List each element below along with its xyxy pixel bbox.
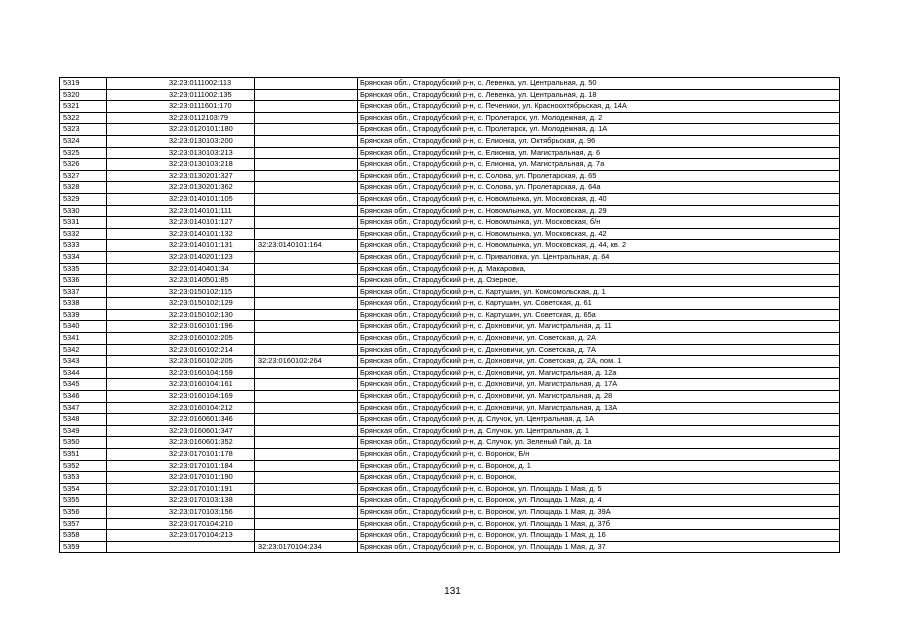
address-cell: Брянская обл., Стародубский р-н, с. Дохновичи, ул. Магистральная, д. 28 (358, 391, 840, 403)
cadastral-number-cell: 32:23:0170101:191 (107, 483, 255, 495)
linked-cadastral-number-cell (255, 367, 358, 379)
table-row (60, 460, 840, 472)
linked-cadastral-number-cell: 32:23:0140101:164 (255, 240, 358, 252)
linked-cadastral-number-cell (255, 275, 358, 287)
cadastral-number-cell: 32:23:0160601:346 (107, 414, 255, 426)
cadastral-number-cell: 32:23:0160101:196 (107, 321, 255, 333)
linked-cadastral-number-cell (255, 309, 358, 321)
address-cell: Брянская обл., Стародубский р-н, с. Дохновичи, ул. Магистральная, д. 12а (358, 367, 840, 379)
table-row (60, 530, 840, 542)
cadastral-number-cell: 32:23:0160102:214 (107, 344, 255, 356)
linked-cadastral-number-cell (255, 437, 358, 449)
address-cell: Брянская обл., Стародубский р-н, с. Елионка, ул. Октябрьская, д. 96 (358, 135, 840, 147)
cadastral-number-cell: 32:23:0130103:200 (107, 135, 255, 147)
linked-cadastral-number-cell (255, 472, 358, 484)
cadastral-number-cell: 32:23:0112103:79 (107, 112, 255, 124)
table-row (60, 344, 840, 356)
linked-cadastral-number-cell (255, 170, 358, 182)
table-row (60, 182, 840, 194)
address-cell: Брянская обл., Стародубский р-н, с. Новомлынка, ул. Московская, д. 29 (358, 205, 840, 217)
linked-cadastral-number-cell (255, 251, 358, 263)
linked-cadastral-number-cell (255, 298, 358, 310)
table-row (60, 356, 840, 368)
address-cell: Брянская обл., Стародубский р-н, с. Воронок, Б/н (358, 449, 840, 461)
table-row (60, 541, 840, 553)
row-number-cell: 5334 (60, 251, 107, 263)
linked-cadastral-number-cell (255, 101, 358, 113)
linked-cadastral-number-cell (255, 159, 358, 171)
address-cell: Брянская обл., Стародубский р-н, д. Случок, ул. Центральная, д. 1А (358, 414, 840, 426)
row-number-cell: 5322 (60, 112, 107, 124)
row-number-cell: 5332 (60, 228, 107, 240)
row-number-cell: 5345 (60, 379, 107, 391)
address-cell: Брянская обл., Стародубский р-н, с. Новомлынка, ул. Московская, д. 44, кв. 2 (358, 240, 840, 252)
row-number-cell: 5325 (60, 147, 107, 159)
address-cell: Брянская обл., Стародубский р-н, д. Случок, ул. Центральная, д. 1 (358, 425, 840, 437)
linked-cadastral-number-cell (255, 124, 358, 136)
row-number-cell: 5352 (60, 460, 107, 472)
address-cell: Брянская обл., Стародубский р-н, с. Печеники, ул. Красноохтябрьская, д. 14А (358, 101, 840, 113)
linked-cadastral-number-cell (255, 147, 358, 159)
address-cell: Брянская обл., Стародубский р-н, д. Макаровка, (358, 263, 840, 275)
table-row (60, 147, 840, 159)
linked-cadastral-number-cell (255, 182, 358, 194)
row-number-cell: 5343 (60, 356, 107, 368)
row-number-cell: 5326 (60, 159, 107, 171)
address-cell: Брянская обл., Стародубский р-н, с. Картушин, ул. Комсомольская, д. 1 (358, 286, 840, 298)
cadastral-number-cell: 32:23:0170103:138 (107, 495, 255, 507)
linked-cadastral-number-cell (255, 263, 358, 275)
row-number-cell: 5328 (60, 182, 107, 194)
address-cell: Брянская обл., Стародубский р-н, с. Левенка, ул. Центральная, д. 50 (358, 78, 840, 90)
address-cell: Брянская обл., Стародубский р-н, с. Елионка, ул. Магистральная, д. 6 (358, 147, 840, 159)
cadastral-number-cell: 32:23:0120101:180 (107, 124, 255, 136)
row-number-cell: 5327 (60, 170, 107, 182)
linked-cadastral-number-cell (255, 460, 358, 472)
linked-cadastral-number-cell (255, 495, 358, 507)
linked-cadastral-number-cell (255, 379, 358, 391)
row-number-cell: 5348 (60, 414, 107, 426)
cadastral-number-cell: 32:23:0140101:132 (107, 228, 255, 240)
linked-cadastral-number-cell (255, 193, 358, 205)
linked-cadastral-number-cell (255, 530, 358, 542)
address-cell: Брянская обл., Стародубский р-н, с. Пролетарск, ул. Молодежная, д. 2 (358, 112, 840, 124)
table-row (60, 217, 840, 229)
address-cell: Брянская обл., Стародубский р-н, с. Дохновичи, ул. Советская, д. 2А, пом. 1 (358, 356, 840, 368)
address-cell: Брянская обл., Стародубский р-н, с. Левенка, ул. Центральная, д. 18 (358, 89, 840, 101)
linked-cadastral-number-cell: 32:23:0170104:234 (255, 541, 358, 553)
table-row (60, 101, 840, 113)
row-number-cell: 5351 (60, 449, 107, 461)
row-number-cell: 5357 (60, 518, 107, 530)
row-number-cell: 5341 (60, 333, 107, 345)
table-row (60, 309, 840, 321)
linked-cadastral-number-cell (255, 321, 358, 333)
cadastral-number-cell: 32:23:0170101:190 (107, 472, 255, 484)
table-row (60, 135, 840, 147)
address-cell: Брянская обл., Стародубский р-н, с. Дохновичи, ул. Магистральная, д. 11 (358, 321, 840, 333)
table-row (60, 286, 840, 298)
address-cell: Брянская обл., Стародубский р-н, с. Дохновичи, ул. Магистральная, д. 13А (358, 402, 840, 414)
table-row (60, 112, 840, 124)
cadastral-number-cell: 32:23:0170101:184 (107, 460, 255, 472)
row-number-cell: 5338 (60, 298, 107, 310)
cadastral-number-cell: 32:23:0170104:210 (107, 518, 255, 530)
linked-cadastral-number-cell (255, 425, 358, 437)
cadastral-number-cell: 32:23:0111002:113 (107, 78, 255, 90)
registry-table (59, 77, 840, 553)
address-cell: Брянская обл., Стародубский р-н, с. Воронок, д. 1 (358, 460, 840, 472)
row-number-cell: 5350 (60, 437, 107, 449)
row-number-cell: 5323 (60, 124, 107, 136)
linked-cadastral-number-cell (255, 286, 358, 298)
cadastral-number-cell: 32:23:0150102:130 (107, 309, 255, 321)
linked-cadastral-number-cell (255, 449, 358, 461)
linked-cadastral-number-cell (255, 112, 358, 124)
cadastral-number-cell: 32:23:0111601:170 (107, 101, 255, 113)
table-row (60, 495, 840, 507)
cadastral-number-cell: 32:23:0160601:352 (107, 437, 255, 449)
address-cell: Брянская обл., Стародубский р-н, с. Солова, ул. Пролетарская, д. 64а (358, 182, 840, 194)
cadastral-number-cell: 32:23:0130103:213 (107, 147, 255, 159)
address-cell: Брянская обл., Стародубский р-н, с. Картушин, ул. Советская, д. 65а (358, 309, 840, 321)
table-row (60, 205, 840, 217)
table-row (60, 437, 840, 449)
linked-cadastral-number-cell (255, 228, 358, 240)
table-row (60, 414, 840, 426)
row-number-cell: 5320 (60, 89, 107, 101)
linked-cadastral-number-cell (255, 483, 358, 495)
row-number-cell: 5321 (60, 101, 107, 113)
table-row (60, 472, 840, 484)
row-number-cell: 5331 (60, 217, 107, 229)
page-number: 131 (444, 586, 461, 597)
address-cell: Брянская обл., Стародубский р-н, с. Воронок, ул. Площадь 1 Мая, д. 39А (358, 506, 840, 518)
cadastral-number-cell: 32:23:0160104:161 (107, 379, 255, 391)
linked-cadastral-number-cell (255, 78, 358, 90)
table-row (60, 483, 840, 495)
row-number-cell: 5335 (60, 263, 107, 275)
linked-cadastral-number-cell (255, 506, 358, 518)
cadastral-number-cell: 32:23:0140101:105 (107, 193, 255, 205)
table-row (60, 170, 840, 182)
cadastral-number-cell: 32:23:0160104:212 (107, 402, 255, 414)
row-number-cell: 5330 (60, 205, 107, 217)
row-number-cell: 5353 (60, 472, 107, 484)
row-number-cell: 5349 (60, 425, 107, 437)
row-number-cell: 5346 (60, 391, 107, 403)
row-number-cell: 5356 (60, 506, 107, 518)
address-cell: Брянская обл., Стародубский р-н, с. Воронок, ул. Площадь 1 Мая, д. 5 (358, 483, 840, 495)
cadastral-number-cell: 32:23:0160102:205 (107, 333, 255, 345)
cadastral-number-cell: 32:23:0160104:169 (107, 391, 255, 403)
table-row (60, 78, 840, 90)
cadastral-number-cell: 32:23:0170101:178 (107, 449, 255, 461)
linked-cadastral-number-cell (255, 217, 358, 229)
address-cell: Брянская обл., Стародубский р-н, с. Воронок, (358, 472, 840, 484)
linked-cadastral-number-cell (255, 391, 358, 403)
table-row (60, 263, 840, 275)
row-number-cell: 5355 (60, 495, 107, 507)
table-row (60, 379, 840, 391)
cadastral-number-cell: 32:23:0130201:327 (107, 170, 255, 182)
cadastral-number-cell: 32:23:0140501:85 (107, 275, 255, 287)
address-cell: Брянская обл., Стародубский р-н, с. Новомлынка, ул. Московская, д. 40 (358, 193, 840, 205)
linked-cadastral-number-cell (255, 344, 358, 356)
table-row (60, 391, 840, 403)
table-row (60, 193, 840, 205)
address-cell: Брянская обл., Стародубский р-н, с. Елионка, ул. Магистральная, д. 7а (358, 159, 840, 171)
cadastral-number-cell: 32:23:0160104:159 (107, 367, 255, 379)
address-cell: Брянская обл., Стародубский р-н, с. Дохновичи, ул. Советская, д. 7А (358, 344, 840, 356)
address-cell: Брянская обл., Стародубский р-н, с. Новомлынка, ул. Московская, д. 42 (358, 228, 840, 240)
registry-table-body (60, 78, 840, 553)
table-row (60, 275, 840, 287)
cadastral-number-cell: 32:23:0150102:115 (107, 286, 255, 298)
linked-cadastral-number-cell (255, 333, 358, 345)
linked-cadastral-number-cell (255, 518, 358, 530)
table-row (60, 89, 840, 101)
row-number-cell: 5354 (60, 483, 107, 495)
address-cell: Брянская обл., Стародубский р-н, д. Озерное, (358, 275, 840, 287)
cadastral-number-cell: 32:23:0130103:218 (107, 159, 255, 171)
address-cell: Брянская обл., Стародубский р-н, с. Приваловка, ул. Центральная, д. 64 (358, 251, 840, 263)
cadastral-number-cell (107, 541, 255, 553)
linked-cadastral-number-cell (255, 402, 358, 414)
linked-cadastral-number-cell (255, 135, 358, 147)
address-cell: Брянская обл., Стародубский р-н, с. Новомлынка, ул. Московская, б/н (358, 217, 840, 229)
linked-cadastral-number-cell: 32:23:0160102:264 (255, 356, 358, 368)
address-cell: Брянская обл., Стародубский р-н, с. Воронок, ул. Площадь 1 Мая, д. 4 (358, 495, 840, 507)
table-row (60, 518, 840, 530)
address-cell: Брянская обл., Стародубский р-н, с. Дохновичи, ул. Магистральная, д. 17А (358, 379, 840, 391)
table-row (60, 333, 840, 345)
cadastral-number-cell: 32:23:0111002:135 (107, 89, 255, 101)
cadastral-number-cell: 32:23:0160102:205 (107, 356, 255, 368)
cadastral-number-cell: 32:23:0170103:156 (107, 506, 255, 518)
row-number-cell: 5329 (60, 193, 107, 205)
row-number-cell: 5336 (60, 275, 107, 287)
table-row (60, 124, 840, 136)
cadastral-number-cell: 32:23:0150102:129 (107, 298, 255, 310)
table-row (60, 240, 840, 252)
cadastral-number-cell: 32:23:0140101:111 (107, 205, 255, 217)
table-row (60, 298, 840, 310)
linked-cadastral-number-cell (255, 89, 358, 101)
row-number-cell: 5358 (60, 530, 107, 542)
table-row (60, 367, 840, 379)
address-cell: Брянская обл., Стародубский р-н, с. Картушин, ул. Советская, д. 61 (358, 298, 840, 310)
cadastral-number-cell: 32:23:0160601:347 (107, 425, 255, 437)
address-cell: Брянская обл., Стародубский р-н, с. Воронок, ул. Площадь 1 Мая, д. 37б (358, 518, 840, 530)
row-number-cell: 5333 (60, 240, 107, 252)
row-number-cell: 5359 (60, 541, 107, 553)
row-number-cell: 5342 (60, 344, 107, 356)
table-row (60, 321, 840, 333)
address-cell: Брянская обл., Стародубский р-н, с. Воронок, ул. Площадь 1 Мая, д. 16 (358, 530, 840, 542)
cadastral-number-cell: 32:23:0140101:131 (107, 240, 255, 252)
cadastral-number-cell: 32:23:0140101:127 (107, 217, 255, 229)
row-number-cell: 5344 (60, 367, 107, 379)
linked-cadastral-number-cell (255, 205, 358, 217)
cadastral-number-cell: 32:23:0140401:34 (107, 263, 255, 275)
row-number-cell: 5347 (60, 402, 107, 414)
row-number-cell: 5340 (60, 321, 107, 333)
table-row (60, 425, 840, 437)
address-cell: Брянская обл., Стародубский р-н, с. Солова, ул. Пролетарская, д. 65 (358, 170, 840, 182)
row-number-cell: 5324 (60, 135, 107, 147)
table-row (60, 228, 840, 240)
cadastral-number-cell: 32:23:0170104:213 (107, 530, 255, 542)
table-row (60, 449, 840, 461)
table-row (60, 506, 840, 518)
row-number-cell: 5339 (60, 309, 107, 321)
table-row (60, 402, 840, 414)
cadastral-number-cell: 32:23:0140201:123 (107, 251, 255, 263)
linked-cadastral-number-cell (255, 414, 358, 426)
row-number-cell: 5337 (60, 286, 107, 298)
address-cell: Брянская обл., Стародубский р-н, с. Дохновичи, ул. Советская, д. 2А (358, 333, 840, 345)
row-number-cell: 5319 (60, 78, 107, 90)
address-cell: Брянская обл., Стародубский р-н, с. Пролетарск, ул. Молодежная, д. 1А (358, 124, 840, 136)
table-row (60, 251, 840, 263)
address-cell: Брянская обл., Стародубский р-н, с. Воронок, ул. Площадь 1 Мая, д. 37 (358, 541, 840, 553)
cadastral-number-cell: 32:23:0130201:362 (107, 182, 255, 194)
address-cell: Брянская обл., Стародубский р-н, д. Случок, ул. Зеленый Гай, д. 1а (358, 437, 840, 449)
table-row (60, 159, 840, 171)
